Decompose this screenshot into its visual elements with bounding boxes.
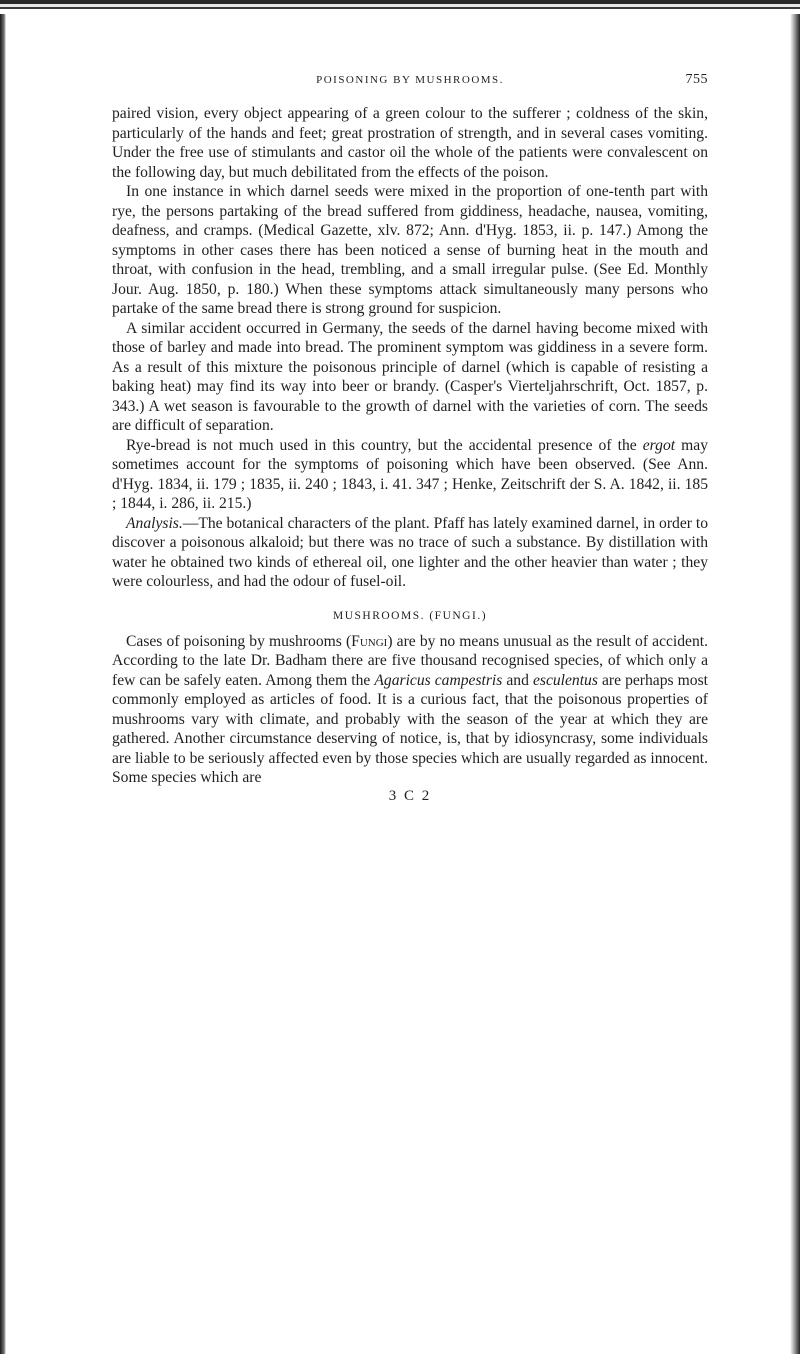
signature-mark: 3 C 2	[388, 787, 432, 804]
paragraph-rye-bread	[112, 436, 708, 514]
paragraph-analysis	[112, 514, 708, 592]
text-segment: ) are by no means unusual as the result of accident. According to the late Dr. Badham there are five thousand recognised species, of which only a few can be safely eaten. Among them the	[112, 632, 708, 689]
paragraph-paired-vision: paired vision, every object appearing of a green colour to the sufferer ; coldness of the skin, particularly of the hands and feet; great prostration of strength, and in several cases vomiting. Under the free use of stimulants and castor oil the whole of the patients were convalescent on the following day, but much debilitated from the effects of the poison.	[112, 105, 708, 181]
scan-left-edge	[0, 0, 6, 1354]
running-head	[112, 70, 708, 96]
section-heading-mushrooms: MUSHROOMS. (FUNGI.)	[332, 609, 488, 622]
text-segment: Rye-bread is not much used in this country, but the accidental presence of the	[126, 436, 643, 454]
running-head-title: POISONING BY MUSHROOMS.	[316, 74, 504, 86]
analysis-label: Analysis.	[126, 514, 183, 532]
italic-species: Agaricus campestris	[374, 671, 503, 689]
italic-ergot: ergot	[642, 436, 676, 454]
text-segment: and	[502, 671, 533, 689]
text-segment: Cases of poisoning by mushrooms (	[126, 632, 352, 650]
paragraph-germany: A similar accident occurred in Germany, the seeds of the darnel having become mixed with those of barley and made into bread. The prominent symptom was giddiness in a severe form. As a result of this mixture the poisonous principle of darnel (which is capable of resisting a baking heat) may find its way into beer or brandy. (Casper's Vierteljahrschrift, Oct. 1857, p. 343.) A wet season is favourable to the growth of darnel with the varieties of corn. The seeds are difficult of separation.	[112, 319, 708, 434]
book-page	[112, 70, 708, 805]
analysis-text: —The botanical characters of the plant. Pfaff has lately examined darnel, in order to discover a poisonous alkaloid; but there was no trace of such a substance. By distillation with water he obtained two kinds of ethereal oil, one lighter and the other heavier than water ; they were colourless, and had the odour of fusel-oil.	[112, 514, 708, 590]
paragraph-darnel-rye: In one instance in which darnel seeds were mixed in the proportion of one-tenth part with rye, the persons partaking of the bread suffered from giddiness, headache, nausea, vomiting, deafness, and cramps. (Medical Gazette, xlv. 872; Ann. d'Hyg. 1853, ii. p. 147.) Among the symptoms in other cases there has been noticed a sense of burning heat in the mouth and throat, with confusion in the head, trembling, and a small irregular pulse. (See Ed. Monthly Jour. Aug. 1850, p. 180.) When these symptoms attack simultaneously many persons who partake of the same bread there is strong ground for suspicion.	[112, 183, 708, 317]
page-number: 755	[685, 72, 708, 87]
italic-species: esculentus	[532, 671, 598, 689]
scan-right-edge	[790, 0, 800, 1354]
text-segment: may sometimes account for the symptoms of poisoning which have been observed. (See Ann. d'Hyg. 1834, ii. 179 ; 1835, ii. 240 ; 1843, i. 41. 347 ; Henke, Zeitschrift der S. A. 1842, ii. 185 ; 1844, i. 286, ii. 215.)	[112, 436, 708, 512]
text-segment: are perhaps most commonly employed as articles of food. It is a curious fact, that the poisonous properties of mushrooms vary with climate, and probably with the season of the year at which they are gathered. Another circumstance deserving of notice, is, that by idiosyncrasy, some individuals are liable to be seriously affected even by those species which are usually regarded as innocent. Some species which are	[112, 671, 708, 786]
scan-top-border	[0, 0, 800, 14]
paragraph-mushrooms	[112, 632, 708, 788]
small-caps-fungi: Fungi	[351, 632, 388, 650]
